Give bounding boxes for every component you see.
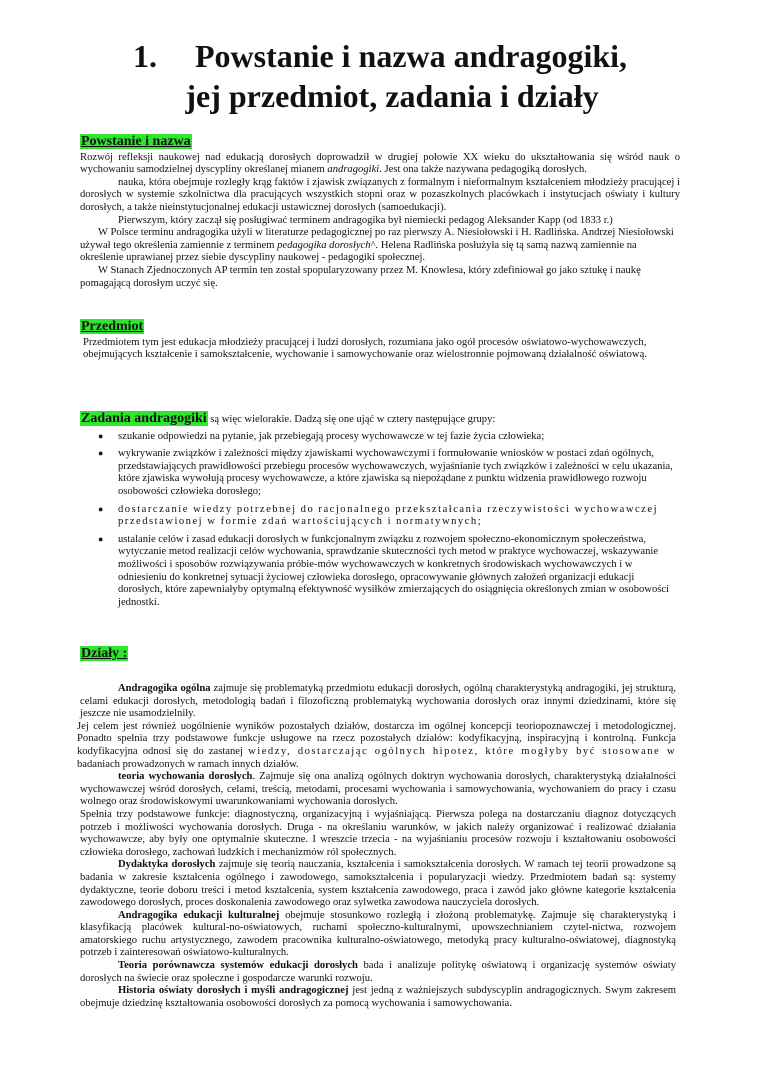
section-przedmiot	[80, 321, 680, 362]
dzialy-dydaktyka: Dydaktyka dorosłych zajmuje się teorią nauczania, kształcenia i samokształcenia dorosłych. W ramach tej teorii prowadzone są badania w zakresie kształcenia ogólnego i zawodowego, samokształcenia i popularyzacji wiedzy. Przedmiotem badań są: systemy dydaktyczne, teorie doboru treści i metod kształcenia, system kształcenia zawodowego, praca i zawód jako główne kategorie kształcenia zawodowego dorosłych, proces doskonalenia zawodowego oraz sylwetka zawodowa nauczyciela dorosłych.	[80, 859, 676, 909]
dzialy-teoria: teoria wychowania dorosłych. Zajmuje się ona analizą ogólnych doktryn wychowania dorosłych, charakterystyką działalności wychowawczej wśród dorosłych, celami, treścią, metodami, procesami wychowania i samowychowania, wychowaniem do pracy i czasu wolnego oraz środowiskowymi uwarunkowaniami wychowania dorosłych.	[80, 771, 676, 808]
title-text-1: Powstanie i nazwa andragogiki,	[194, 38, 628, 74]
powstanie-p1: Rozwój refleksji naukowej nad edukacją dorosłych doprowadził w drugiej połowie XX wieku do ukształtowania się wśród nauk o wychowaniu samodzielnej dyscypliny określanej mianem andragogiki. Jest ona także nazywana pedagogiką dorosłych.	[80, 151, 680, 176]
title-line-1	[0, 38, 760, 74]
powstanie-p2: nauka, która obejmuje rozległy krąg faktów i zjawisk związanych z formalnym i nieformalnym kształceniem młodzieży pracującej i dorosłych w systemie szkolnictwa dla pracujących wszystkich stopni oraz w pozaszkolnych placówkach i instytucjach oświaty i kultury dorosłych, a także nieinstytucjonalnej edukacji ustawicznej dorosłych (samoedukacji).	[80, 176, 680, 213]
powstanie-p4: W Polsce terminu andragogika użyli w literaturze pedagogicznej po raz pierwszy A. Niesiołowski i H. Radlińska. Andrzej Niesiołowski używał tego określenia zamiennie z terminem pedagogika dorosłych^. Helena Radlińska posłużyła się tą samą nazwą zamiennie na określenie uprawianej przez siebie dyscypliny naukowej - pedagogiki społecznej.	[80, 227, 674, 264]
powstanie-p5: W Stanach Zjednoczonych AP termin ten został spopularyzowany przez M. Knowlesa, który zdefiniował go jako sztukę i naukę pomagającą dorosłym uczyć się.	[80, 264, 641, 289]
zadania-list	[80, 431, 680, 610]
section-zadania	[80, 413, 680, 614]
section-dzialy	[77, 683, 677, 1010]
heading-zadania: Zadania andragogiki	[81, 411, 207, 426]
dzialy-historia: Historia oświaty dorosłych i myśli andragogicznej jest jedną z ważniejszych subdyscyplin andragogicznych. Swym zakresem obejmuje dziedzinę kształtowania osobowości dorosłych za pomocą wychowania i samowychowania.	[80, 985, 677, 1009]
przedmiot-p1: Przedmiotem tym jest edukacja młodzieży pracującej i ludzi dorosłych, rozumiana jako ogół procesów oświatowo-wychowawczych, obejmujących kształcenie i samokształcenie, wychowanie i samowychowanie oraz wielostronnie pojmowaną działalność oświatową.	[83, 336, 647, 361]
title-line-2: jej przedmiot, zadania i działy	[185, 78, 599, 114]
list-item: ● wykrywanie związków i zależności między zjawiskami wychowawczymi i formułowanie wniosków w postaci zdań ogólnych, przedstawiających prawidłowości przebiegu procesów wychowawczych, wyjaśnianie tych związków i zależności w celu ukazania, które zjawiska wywołują procesy wychowawcze, a które zjawiska są niepożądane z punktu widzenia prawidłowego rozwoju osobowości człowieka dorosłego;	[118, 448, 680, 498]
title-number: 1.	[132, 38, 157, 74]
heading-powstanie: Powstanie i nazwa	[81, 134, 191, 149]
dzialy-teoria-2: Spełnia trzy podstawowe funkcje: diagnostyczną, organizacyjną i wyjaśniającą. Pierwsza polega na dostarczaniu diagnoz dotyczących potrzeb i możliwości wychowania dorosłych. Druga - na określaniu warunków, w jakich należy organizować i realizować działania wychowawcze, aby były one optymalnie skuteczne. I wreszcie trzecia - na wyjaśnianiu procesów rozwoju i kształtowaniu osobowości człowieka dorosłego, zachowań ludzkich i mechanizmów ról społecznych.	[80, 808, 676, 858]
dzialy-ogolna: Andragogika ogólna zajmuje się problematyką przedmiotu edukacji dorosłych, ogólną charakterystyką andragogiki, jej strukturą, celami edukacji dorosłych, metodologią badań i filozoficzną problematyką wychowania dorosłych oraz innymi dziedzinami, które się jeszcze nie usamodzielniły.	[80, 683, 676, 720]
zadania-intro: są więc wielorakie. Dadzą się one ująć w cztery następujące grupy:	[207, 414, 496, 425]
dzialy-ogolna-2: Jej celem jest również uogólnienie wyników pozostałych działów, dostarcza im ogólnej koncepcji teoriopoznawczej i metodologicznej. Ponadto spełnia trzy podstawowe funkcje usługowe na rzecz pozostałych działów: kodyfikacyjną, inspiracyjną i kontrolną. Funkcja kodyfikacyjna odnosi się do zastanej wiedzy, dostarczając ogólnych hipotez, które mogłyby być stosowane w badaniach prowadzonych w ramach innych działów.	[77, 720, 677, 770]
list-item: ● dostarczanie wiedzy potrzebnej do racjonalnego przekształcania rzeczywistości wychowawczej przedstawionej w formie zdań wartościujących i normatywnych;	[118, 504, 680, 529]
dzialy-porownawcza: Teoria porównawcza systemów edukacji dorosłych bada i analizuje politykę oświatową i organizację systemów oświaty dorosłych na świecie oraz społeczne i gospodarcze warunki rozwoju.	[80, 960, 676, 984]
section-dzialy-heading	[80, 648, 680, 662]
powstanie-p3: Pierwszym, który zaczął się posługiwać terminem andragogika był niemiecki pedagog Aleksander Kapp (od 1833 r.)	[118, 214, 613, 226]
list-item: ● ustalanie celów i zasad edukacji dorosłych w funkcjonalnym związku z rozwojem społeczno-ekonomicznym społeczeństwa, wytyczanie metod realizacji celów wychowania, sprawdzanie skuteczności tych metod w praktyce wychowaczej, wskazywanie możliwości i sposobów rozwiązywania próbie-mów wychowawczych w konkretnych środowiskach wychowawczych i w odniesieniu do konkretnej sytuacji życiowej człowieka dorosłego, opracowywanie głównych założeń organizacji edukacji dorosłych, które zapewniałyby optymalną efektywność wysiłków zmierzających do osiągnięcia określonych zmian w osobowości jednostki.	[118, 534, 680, 610]
list-item: ● szukanie odpowiedzi na pytanie, jak przebiegają procesy wychowawcze w tej fazie życia człowieka;	[118, 431, 680, 444]
section-powstanie	[80, 136, 680, 290]
heading-przedmiot: Przedmiot	[81, 319, 144, 334]
dzialy-kulturalna: Andragogika edukacji kulturalnej obejmuje stosunkowo rozległą i złożoną problematykę. Zajmuje się charakterystyką i klasyfikacją placówek kultural-no-oświatowych, ruchami społeczno-kulturalnymi, upowszechnianiem czytel-nictwa, rozwojem amatorskiego ruchu artystycznego, zawodem pracownika kulturalno-oświatowego, metodyką pracy kulturalno-oświatowej, diagnostyką potrzeb i zainteresowań oświatowo-kulturalnych.	[80, 909, 676, 959]
heading-dzialy: Działy :	[81, 646, 128, 661]
